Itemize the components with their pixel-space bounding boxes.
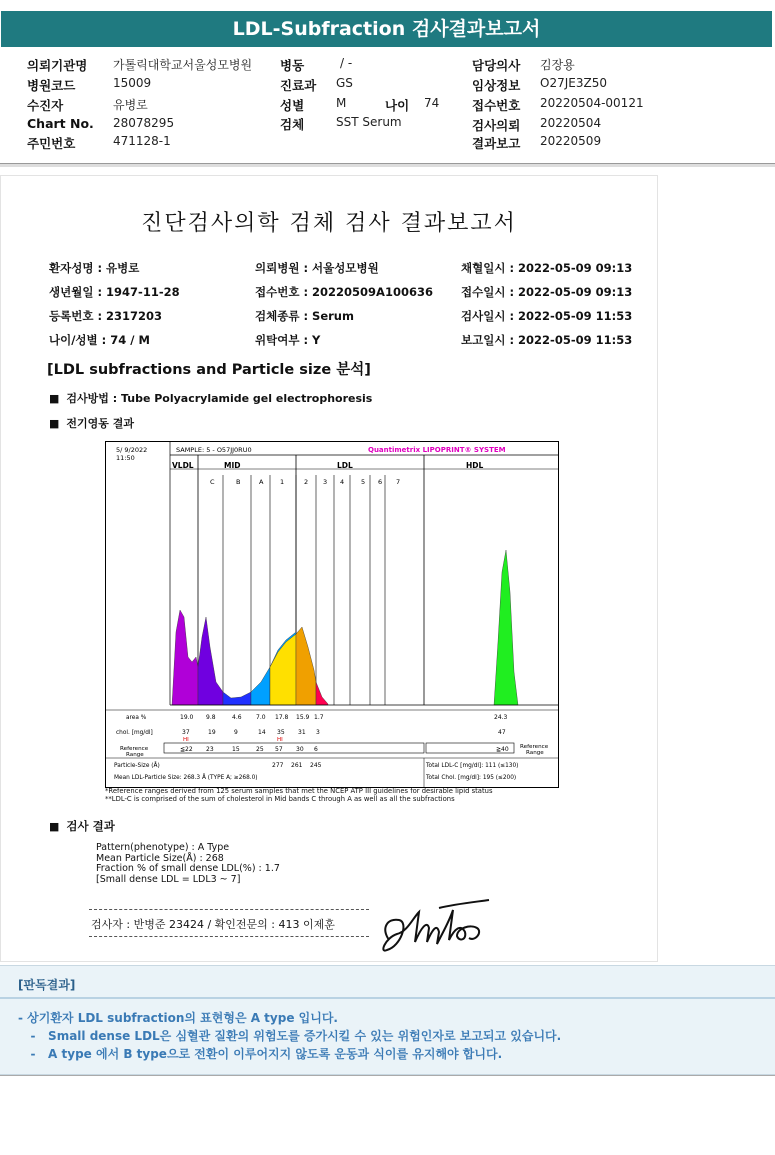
area-value: 4.6 [232,714,242,721]
particle-size-value: 277 [272,762,284,769]
ordering-hospital: 의뢰병원 : 서울성모병원 [255,261,379,275]
field-label: 수진자 [27,98,64,113]
band-label: 3 [323,478,328,486]
row-label-mean: Mean LDL-Particle Size: 268.3 Å (TYPE A; ≥268.0) [114,775,258,781]
field-value: 15009 [113,76,152,90]
bullet: ■ [49,417,67,430]
region-label-ldl: LDL [337,461,353,470]
row-label-ps: Particle-Size (Å) [114,763,160,769]
region-label-hdl: HDL [466,461,484,470]
divider [0,997,775,999]
result-item: Mean Particle Size(Å) : 268 [96,852,224,864]
band-label: 1 [280,478,285,486]
peak-mid-b [223,692,251,705]
chol-value: 35 [277,729,285,736]
field-label: 접수번호 [472,98,521,113]
field-value: 28078295 [113,116,175,130]
bullet: ■ [49,820,67,833]
field-value: 김장용 [540,58,575,72]
area-value: 17.8 [275,714,289,721]
row-label-ref: Range [126,752,144,758]
field-label: 결과보고 [472,136,521,151]
field-label: 검체 [280,117,305,132]
report-title: LDL-Subfraction 검사결과보고서 [1,11,772,47]
area-value-hdl: 24.3 [494,714,508,721]
result-list [96,843,280,885]
band-label: 7 [396,478,401,486]
band-label: C [210,478,215,486]
header-info [0,50,775,162]
accession-no: 접수번호 : 20220509A100636 [255,285,433,299]
field-value: 20220509 [540,134,602,148]
chol-value: 19 [208,729,216,736]
area-value: 1.7 [314,714,324,721]
bullet: ■ [49,392,67,405]
ref-value: 57 [275,746,283,753]
field-label: 검사의뢰 [472,118,521,133]
test-time: 검사일시 : 2022-05-09 11:53 [461,309,633,323]
ref-value: 15 [232,746,240,753]
patient-dob: 생년월일 : 1947-11-28 [49,285,180,299]
total-ldl: Total LDL-C [mg/dl]: 111 (≤130) [426,763,519,769]
area-value: 15.9 [296,714,310,721]
electro-row [49,415,134,431]
band-label: 5 [361,478,366,486]
peak-mid-a [251,667,270,705]
report-time: 보고일시 : 2022-05-09 11:53 [461,333,633,347]
result-item: [Small dense LDL = LDL3 ~ 7] [96,873,241,885]
electro-label: 전기영동 결과 [66,417,134,430]
total-chol: Total Chol. [mg/dl]: 195 (≤200) [426,775,517,781]
band-label: A [259,478,264,486]
divider [0,1075,775,1076]
chol-value: 31 [298,729,306,736]
ref-value: ≦22 [180,746,193,753]
judgement-line: - 상기환자 LDL subfraction의 표현형은 A type 입니다. [18,1011,338,1025]
field-label: 진료과 [280,78,317,93]
particle-size-value: 245 [310,762,322,769]
band-label: 2 [304,478,309,486]
field-value: 가톨릭대학교서울성모병원 [113,58,253,72]
hi-flag: HI [277,737,283,743]
patient-reg-no: 등록번호 : 2317203 [49,309,163,323]
ref-value-hdl: ≧40 [496,746,509,753]
area-value: 9.8 [206,714,216,721]
sign-line [89,936,369,937]
field-value: 20220504 [540,116,602,130]
field-label: Chart No. [27,116,94,131]
chol-value: 37 [182,729,190,736]
area-value: 19.0 [180,714,194,721]
field-label: 병동 [280,58,305,73]
row-label-ref: Reference [120,746,149,752]
field-value: GS [336,76,353,90]
specimen-type: 검체종류 : Serum [255,309,354,323]
row-label-area: area % [126,715,147,721]
peak-mid-c [198,617,223,705]
receipt-time: 접수일시 : 2022-05-09 09:13 [461,285,633,299]
hi-flag: HI [183,737,189,743]
report-doc-title: 진단검사의학 검체 검사 결과보고서 [141,211,517,236]
signer-text: 검사자 : 반병준 23424 / 확인전문의 : 413 이제훈 [91,918,335,931]
report-document [0,175,658,962]
method-label: 검사방법 : [66,392,121,405]
field-label: 병원코드 [27,78,76,93]
peak-ldl-3 [316,682,328,705]
chart-date: 5/ 9/2022 [116,446,148,454]
section-title: [LDL subfractions and Particle size 분석] [47,362,371,378]
field-value: 471128-1 [113,134,171,148]
ref-box [164,743,424,753]
judgement-line: - Small dense LDL은 심혈관 질환의 위험도를 증가시킬 수 있는 위험인자로 보고되고 있습니다. [18,1029,562,1043]
top-bar [0,0,775,52]
judgement-title: [판독결과] [18,978,76,992]
peak-vldl [172,610,198,705]
area-value: 7.0 [256,714,266,721]
judgement-line: - A type 에서 B type으로 전환이 이루어지지 않도록 운동과 식이를 유지해야 합니다. [18,1047,503,1061]
method-value: Tube Polyacrylamide gel electrophoresis [120,392,373,405]
particle-size-value: 261 [291,762,303,769]
row-label-chol: chol. [mg/dl] [116,730,153,736]
collection-time: 채혈일시 : 2022-05-09 09:13 [461,261,633,275]
judgement-panel [0,965,775,1075]
field-value: 유병로 [113,98,148,112]
band-label: B [236,478,241,486]
ref-value: 6 [314,746,318,753]
field-value: 20220504-00121 [540,96,644,110]
band-label: 4 [340,478,345,486]
field-label: 주민번호 [27,136,76,151]
field-label: 나이 [385,98,410,113]
chol-value: 14 [258,729,266,736]
consignment: 위탁여부 : Y [255,333,321,347]
footnotes [105,788,493,803]
method-row [49,390,372,406]
field-value: M [336,96,347,110]
band-label: 6 [378,478,383,486]
field-label: 담당의사 [472,58,521,73]
field-value: SST Serum [336,115,402,129]
chol-value-hdl: 47 [498,729,506,736]
field-value: O27JE3Z50 [540,76,607,90]
divider [0,163,775,167]
lipoprint-svg [106,442,558,787]
peak-ldl-2 [296,627,316,705]
chol-value: 9 [234,729,238,736]
result-item: Pattern(phenotype) : A Type [96,842,230,853]
patient-age-sex: 나이/성별 : 74 / M [49,333,150,347]
peak-hdl [494,550,518,705]
region-label-mid: MID [224,461,241,470]
chol-value: 3 [316,729,320,736]
chart-brand: Quantimetrix LIPOPRINT® SYSTEM [368,446,506,454]
result-label: 검사 결과 [66,819,115,833]
field-label: 성별 [280,98,305,113]
patient-name: 환자성명 : 유병로 [49,261,140,275]
field-value: / - [340,56,353,70]
ref-value: 30 [296,746,304,753]
region-label-vldl: VLDL [172,461,194,470]
sign-line [89,909,369,910]
footnote: **LDL-C is comprised of the sum of cholesterol in Mid bands C through A as well as all the subfractions [105,794,455,803]
ref-value: 23 [206,746,214,753]
chart-sample: SAMPLE: 5 - O57JJ0RU0 [176,446,252,454]
ref-value: 25 [256,746,264,753]
result-item: Fraction % of small dense LDL(%) : 1.7 [96,863,280,874]
lipoprint-chart [105,441,559,788]
chart-time: 11:50 [116,454,135,462]
signature-image [379,898,494,960]
result-row [49,818,115,834]
field-value: 74 [424,96,440,110]
ref-range-right-label: Range [526,750,544,756]
footnote: *Reference ranges derived from 125 serum samples that met the NCEP ATP III guidelines for desirable lipid status [105,787,493,795]
ref-range-right-label: Reference [520,744,549,750]
field-label: 의뢰기관명 [27,58,88,73]
field-label: 임상정보 [472,78,521,93]
